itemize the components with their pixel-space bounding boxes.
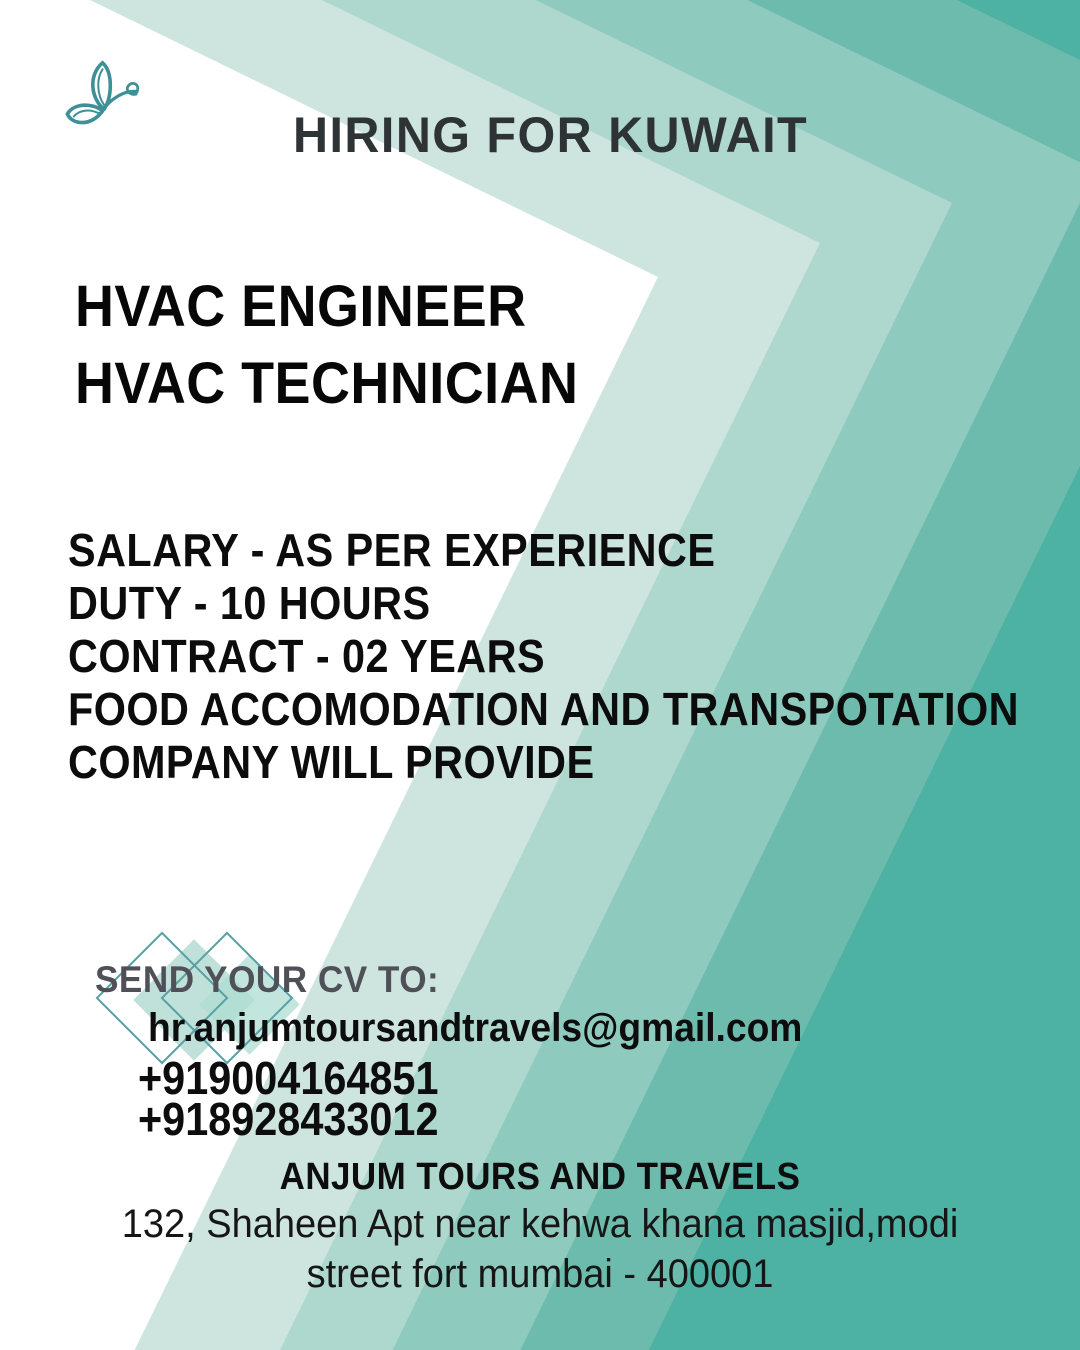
- company-address-line-1: 132, Shaheen Apt near kehwa khana masjid,modi: [121, 1202, 959, 1246]
- job-titles: [75, 268, 578, 422]
- job-title-line-2: HVAC TECHNICIAN: [75, 351, 579, 416]
- company-address: [27, 1199, 1053, 1299]
- poster-title: HIRING FOR KUWAIT: [293, 107, 809, 163]
- cv-heading: SEND YOUR CV TO:: [95, 959, 440, 1000]
- butterfly-logo-icon: [60, 58, 142, 138]
- job-detail-salary: SALARY - AS PER EXPERIENCE: [68, 524, 716, 576]
- job-detail-duty: DUTY - 10 HOURS: [68, 577, 431, 629]
- job-detail-benefits-cont: COMPANY WILL PROVIDE: [68, 736, 595, 788]
- job-title-line-1: HVAC ENGINEER: [75, 274, 527, 339]
- cv-phone-2: +918928433012: [138, 1093, 439, 1145]
- job-details: [68, 524, 1019, 789]
- job-detail-benefits: FOOD ACCOMODATION AND TRANSPOTATION: [68, 683, 1020, 735]
- job-detail-contract: CONTRACT - 02 YEARS: [68, 630, 546, 682]
- cv-phone-1: +919004164851: [138, 1052, 439, 1104]
- company-name: ANJUM TOURS AND TRAVELS: [279, 1156, 801, 1198]
- company-address-line-2: street fort mumbai - 400001: [306, 1252, 774, 1296]
- cv-email: hr.anjumtoursandtravels@gmail.com: [148, 1006, 803, 1050]
